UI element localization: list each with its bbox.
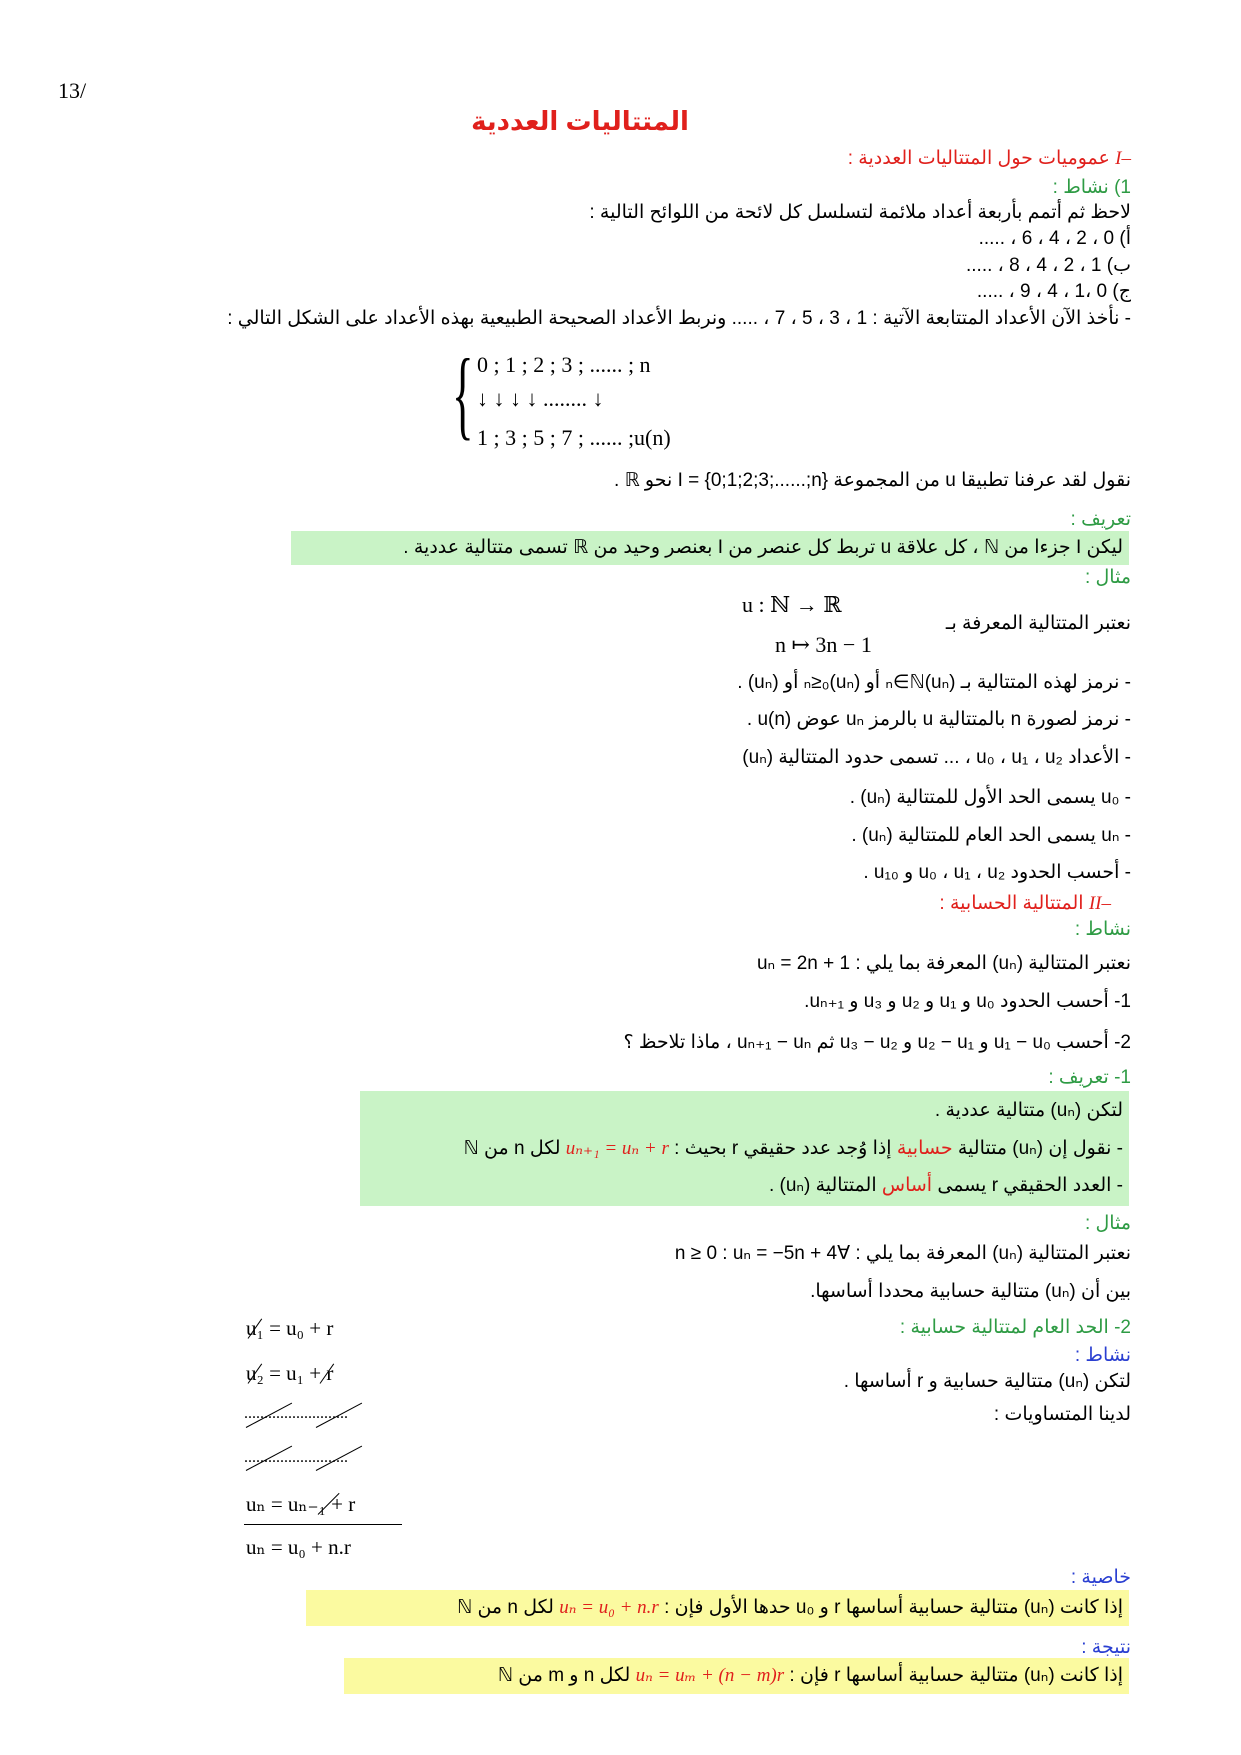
notation-bullet-3: - الأعداد u₀ ، u₁ ، u₂ ، ... تسمى حدود المتتالية (uₙ)	[742, 747, 1131, 768]
list-b: ب) 1 ، 2 ، 4 ، 8 ، .....	[965, 255, 1131, 276]
example1-intro: نعتبر المتتالية المعرفة بـ	[945, 613, 1131, 634]
definition2-line2-end: لكل n من ℕ	[463, 1138, 566, 1159]
section1-number: –I	[1115, 148, 1131, 169]
section2-number: –II	[1088, 893, 1111, 914]
mapping-row-3: 1 ; 3 ; 5 ; 7 ; ...... ;u(n)	[477, 425, 671, 450]
general-term-formula: uₙ = u₀ + n.r	[559, 1597, 659, 1618]
property-label: خاصية :	[1070, 1567, 1131, 1588]
general-term-label: 2- الحد العام لمتتالية حسابية :	[899, 1317, 1131, 1338]
result-text-end: لكل n و m من ℕ	[497, 1665, 636, 1686]
definition2-line3-start: - العدد الحقيقي r يسمى	[932, 1175, 1123, 1196]
example2-line: نعتبر المتتالية (uₙ) المعرفة بما يلي : ∀n ≥ 0 : uₙ = −5n + 4	[674, 1243, 1131, 1264]
definition2-line3	[769, 1174, 1123, 1197]
definition2-line3-end: المتتالية (uₙ) .	[768, 1175, 882, 1196]
section2-title: المتتالية الحسابية :	[939, 893, 1084, 914]
section2-task1: 1- أحسب الحدود u₀ و u₁ و u₂ و u₃ و uₙ₊₁.	[804, 991, 1131, 1012]
notation-bullet-4: - u₀ يسمى الحد الأول للمتتالية (uₙ) .	[849, 787, 1131, 808]
side-eq-4: ..........................	[244, 1449, 348, 1466]
definition2-line2	[464, 1137, 1123, 1160]
side-eq-1: u₁ = u₀ + r	[246, 1316, 334, 1340]
recurrence-formula: uₙ₊₁ = uₙ + r	[565, 1138, 669, 1159]
list-a: أ) 0 ، 2 ، 4 ، 6 ، .....	[978, 228, 1131, 249]
two-terms-formula: uₙ = uₘ + (n − m)r	[635, 1665, 785, 1686]
side-eq-5: uₙ = uₙ₋₁ + r	[246, 1492, 356, 1516]
section1-heading	[848, 147, 1131, 170]
section2-consider: نعتبر المتتالية (uₙ) المعرفة بما يلي : uₙ = 2n + 1	[756, 953, 1131, 974]
left-brace: {	[452, 338, 474, 449]
equalities-line: لدينا المتساويات :	[993, 1404, 1131, 1425]
result-text	[498, 1664, 1123, 1687]
arithmetic-word: حسابية	[896, 1138, 953, 1159]
definition2-label: 1- تعريف :	[1048, 1067, 1131, 1088]
section2-task2: 2- أحسب u₁ − u₀ و u₂ − u₁ و u₃ − u₂ ثم uₙ₊₁ − uₙ ، ماذا تلاحظ ؟	[623, 1032, 1131, 1053]
property-text	[457, 1596, 1123, 1619]
take-numbers-text: - نأخذ الآن الأعداد المتتابعة الآتية : 1 ، 3 ، 5 ، 7 ، ..... ونربط الأعداد الصحيحة الطبيعية بهذه الأعداد على الشكل التالي :	[227, 308, 1131, 329]
side-eq-3: ..........................	[244, 1405, 348, 1422]
section1-title: عموميات حول المتتاليات العددية :	[847, 148, 1110, 169]
notation-bullet-1: - نرمز لهذه المتتالية بـ (uₙ)ₙ∈ℕ أو (uₙ)ₙ≥₀ أو (uₙ) .	[737, 672, 1131, 693]
example1-label: مثال :	[1084, 567, 1131, 588]
section2-heading	[939, 892, 1111, 915]
definition2-line1: لتكن (uₙ) متتالية عددية .	[934, 1100, 1123, 1121]
result-label: نتيجة :	[1081, 1637, 1131, 1658]
definition2-line2-start: - نقول إن (uₙ) متتالية	[952, 1138, 1123, 1159]
example2-label: مثال :	[1084, 1213, 1131, 1234]
list-c: ج) 0 ،1 ، 4 ، 9 ، .....	[976, 281, 1131, 302]
page-number: 13/	[58, 78, 87, 103]
notation-bullet-6: - أحسب الحدود u₀ ، u₁ ، u₂ و u₁₀ .	[863, 862, 1131, 883]
page-title: المتتاليات العددية	[471, 106, 689, 136]
side-eq-2: u₂ = u₁ + r	[246, 1361, 334, 1385]
definition1-label: تعريف :	[1070, 509, 1131, 530]
common-difference-word: أساس	[881, 1175, 933, 1196]
notation-bullet-5: - uₙ يسمى الحد العام للمتتالية (uₙ) .	[851, 825, 1131, 846]
section2-activity: نشاط :	[1074, 919, 1131, 940]
example2-task: بين أن (uₙ) متتالية حسابية محددا أساسها.	[810, 1281, 1131, 1302]
activity2-label: نشاط :	[1074, 1345, 1131, 1366]
definition2-line2-middle: إذا وُجد عدد حقيقي r بحيث :	[668, 1138, 897, 1159]
property-text-start: إذا كانت (uₙ) متتالية حسابية أساسها r و u₀ حدها الأول فإن :	[658, 1597, 1123, 1618]
section1-instruction: لاحظ ثم أتمم بأربعة أعداد ملائمة لتسلسل كل لائحة من اللوائح التالية :	[589, 202, 1131, 223]
definition1-text: ليكن I جزءا من ℕ ، كل علاقة u تربط كل عنصر من I بعنصر وحيد من ℝ تسمى متتالية عددية .	[403, 537, 1123, 558]
side-eq-6: uₙ = u₀ + n.r	[246, 1535, 351, 1559]
mapping-row-2: ↓ ↓ ↓ ↓ ........ ↓	[477, 386, 604, 411]
example1-map-line1: u : ℕ → ℝ	[742, 592, 842, 617]
property-text-end: لكل n من ℕ	[456, 1597, 560, 1618]
example1-map-line2: n ↦ 3n − 1	[775, 632, 872, 657]
notation-bullet-2: - نرمز لصورة n بالمتتالية u بالرمز uₙ عوض u(n) .	[746, 709, 1131, 730]
section1-activity: 1) نشاط :	[1052, 177, 1131, 198]
result-text-start: إذا كانت (uₙ) متتالية حسابية أساسها r فإن :	[784, 1665, 1123, 1686]
let-sequence-line: لتكن (uₙ) متتالية حسابية و r أساسها .	[843, 1371, 1131, 1392]
sum-line	[244, 1524, 402, 1525]
defined-map-text: نقول لقد عرفنا تطبيقا u من المجموعة I = {0;1;2;3;......;n} نحو ℝ .	[614, 470, 1131, 491]
mapping-row-1: 0 ; 1 ; 2 ; 3 ; ...... ; n	[477, 352, 651, 377]
